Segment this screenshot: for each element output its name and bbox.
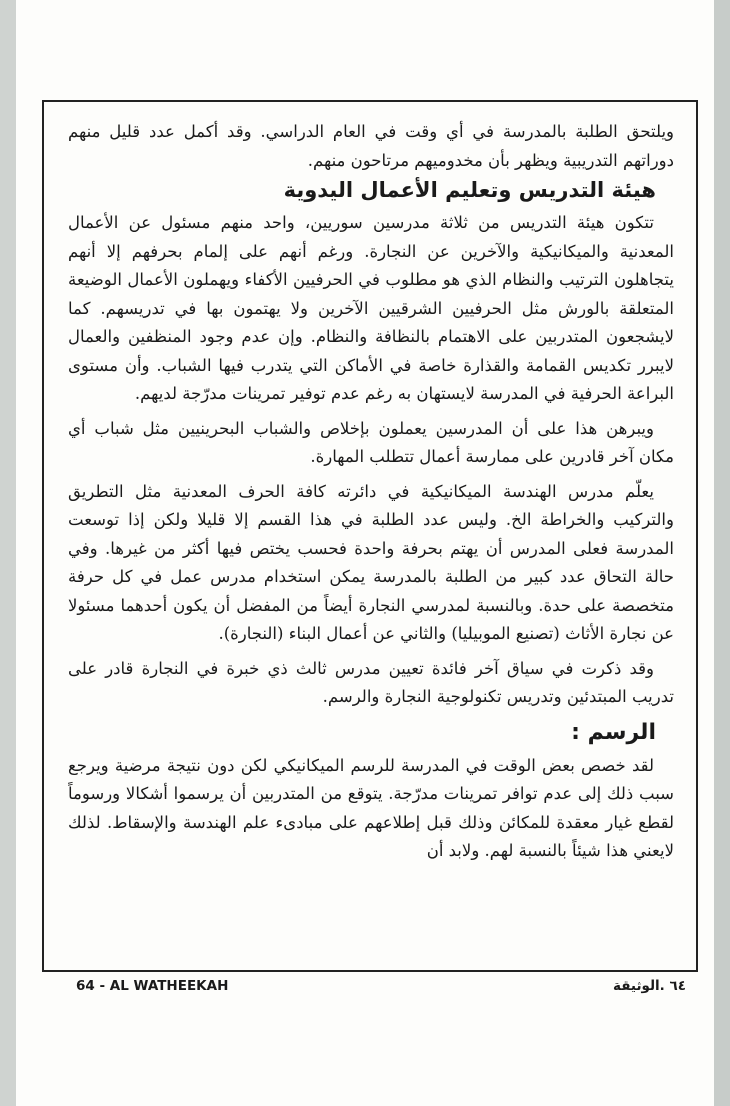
page-number-english: 64 - AL WATHEEKAH	[76, 978, 229, 994]
staff-paragraph-1: تتكون هيئة التدريس من ثلاثة مدرسين سوريين، واحد منهم مسئول عن الأعمال المعدنية والميكانيكية والآخرين عن النجارة. ورغم أنهم على إلمام بحرفهم إلا أنهم يتجاهلون الترتيب والنظام الذي هو مطلوب في الحرفيين الأكفاء ويهملون الأعمال الوضيعة المتعلقة بالورش مثل الحرفيين الشرقيين الآخرين ولا يهتمون بها في تدريسهم. كما لايشجعون المتدربين على الاهتمام بالنظافة والنظام. وإن عدم وجود المنظفين والعمال لايبرر تكديس القمامة والقذارة خاصة في الأماكن التي يتدرب فيها الشباب. وأن مستوى البراعة الحرفية في المدرسة لايستهان به رغم عدم توفير تمرينات مدرّجة لديهم.	[68, 213, 674, 403]
page-footer	[76, 976, 686, 998]
scan-edge-right	[714, 0, 730, 1106]
article-body	[68, 118, 674, 960]
section-heading-staff: هيئة التدريس وتعليم الأعمال اليدوية	[283, 178, 656, 202]
scan-edge-left	[0, 0, 16, 1106]
staff-paragraph-4: وقد ذكرت في سياق آخر فائدة تعيين مدرس ثالث ذي خبرة في النجارة قادر على تدريب المبتدئين وتدريس تكنولوجية النجارة والرسم.	[68, 658, 674, 706]
page-number-arabic: ٦٤ .الوثيقة	[613, 978, 686, 994]
text-frame	[42, 100, 698, 972]
staff-paragraph-2: ويبرهن هذا على أن المدرسين يعملون بإخلاص والشباب البحرينيين مثل شباب أي مكان آخر قادرين على ممارسة أعمال تتطلب المهارة.	[68, 418, 674, 466]
drawing-paragraph: لقد خصص بعض الوقت في المدرسة للرسم الميكانيكي لكن دون نتيجة مرضية ويرجع سبب ذلك إلى عدم توافر تمرينات مدرّجة. يتوقع من المتدربين أن يرسموا أشكالا ورسوماً لقطع غيار معقدة للمكائن وذلك قبل إطلاعهم على مبادىء علم الهندسة والإسقاط. لذلك لايعني هذا شيئاً بالنسبة لهم. ولابد أن	[68, 755, 674, 860]
staff-paragraph-3: يعلّم مدرس الهندسة الميكانيكية في دائرته كافة الحرف المعدنية مثل التطريق والتركيب والخراطة الخ. وليس عدد الطلبة في هذا القسم إلا قليلا ولكن إذا توسعت المدرسة فعلى المدرس أن يهتم بحرفة واحدة فحسب يختص فيها أكثر من غيرها. وفي حالة التحاق عدد كبير من الطلبة بالمدرسة يمكن استخدام مدرس عمل في كل حرفة متخصصة على حدة. وبالنسبة لمدرسي النجارة أيضاً من المفضل أن يكون أحدهما مسئولا عن نجارة الأثاث (تصنيع الموبيليا) والثاني عن أعمال البناء (النجارة).	[68, 481, 674, 643]
intro-paragraph: ويلتحق الطلبة بالمدرسة في أي وقت في العام الدراسي. وقد أكمل عدد قليل منهم دوراتهم التدريبية ويظهر بأن مخدوميهم مرتاحون منهم.	[68, 122, 674, 170]
section-heading-drawing: الرسم :	[571, 719, 656, 745]
